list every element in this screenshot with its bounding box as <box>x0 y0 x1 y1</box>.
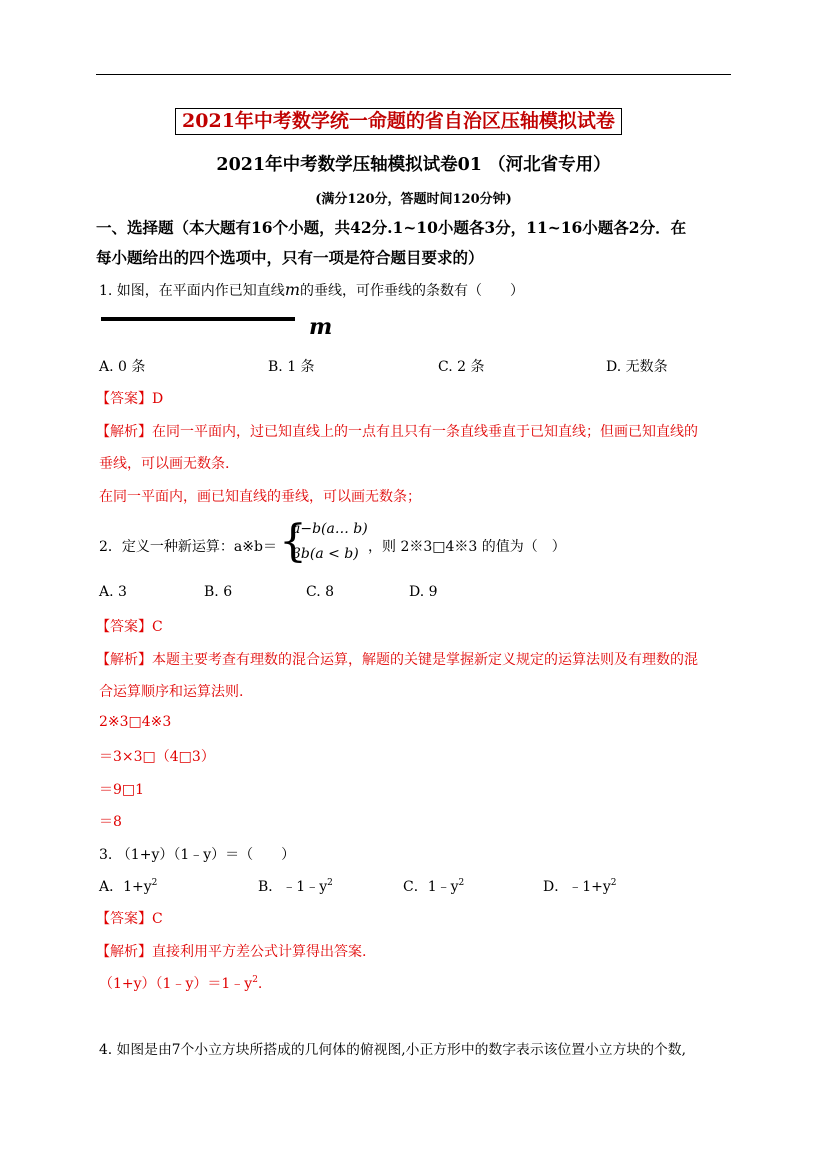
q2-answer: 【答案】C <box>96 619 163 635</box>
piecewise-brace: { <box>279 516 307 567</box>
q1-option-b: B. 1 条 <box>268 359 315 375</box>
q1-analysis-line1: 【解析】在同一平面内，过已知直线上的一点有且只有一条直线垂直于已知直线；但画已知直线的 <box>96 424 698 440</box>
q3-option-b: B．$﹣1﹣y^2$ <box>258 878 333 895</box>
q3-option-a: A．$1+y^2$ <box>99 878 158 895</box>
q3-answer: 【答案】C <box>96 911 163 927</box>
q2-step-3: ＝9□1 <box>99 782 145 798</box>
question-1-stem: 1. 如图，在平面内作已知直线m的垂线，可作垂线的条数有（ ） <box>99 280 524 299</box>
q3-analysis-line2: $(1+y)(1﹣y)=1﹣y^2$. <box>99 975 263 992</box>
q1-option-a: A. 0 条 <box>99 359 146 375</box>
q1-analysis-line2: 垂线，可以画无数条. <box>99 456 230 472</box>
exam-banner: 2021年中考数学统一命题的省自治区压轴模拟试卷 <box>175 108 622 135</box>
q2-analysis-line2: 合运算顺序和运算法则. <box>99 684 244 700</box>
question-4-stem: 4. 如图是由7个小立方块所搭成的几何体的俯视图,小正方形中的数字表示该位置小立方块的个数, <box>99 1042 686 1058</box>
q2-step-2: ＝3×3□（4□3） <box>99 749 215 765</box>
q3-analysis-line1: 【解析】直接利用平方差公式计算得出答案. <box>96 944 367 960</box>
header-rule <box>96 74 731 75</box>
q1-answer: 【答案】D <box>96 391 164 407</box>
section-heading-line1: 一、选择题（本大题有16个小题，共42分.1~10小题各3分，11~16小题各2分．在 <box>96 218 687 237</box>
q2-option-a: A. 3 <box>99 584 127 600</box>
q2-step-1: 2※3□4※3 <box>99 714 172 730</box>
q3-option-d: D．$﹣1+y^2$ <box>543 878 617 895</box>
page-subtitle: (满分120分，答题时间120分钟) <box>315 192 512 207</box>
line-m-figure <box>101 317 295 321</box>
piecewise-case-2: 3b(a < b) <box>292 546 359 562</box>
q2-analysis-line1: 【解析】本题主要考查有理数的混合运算，解题的关键是掌握新定义规定的运算法则及有理数的混 <box>96 652 698 668</box>
question-2-stem-a: 2．定义一种新运算：a※b＝ <box>99 539 277 555</box>
q2-option-d: D. 9 <box>409 584 438 600</box>
page-title: 2021年中考数学压轴模拟试卷01 （河北省专用） <box>216 155 611 175</box>
line-m-label: m <box>309 314 333 340</box>
piecewise-case-1: a−b(a… b) <box>292 521 368 537</box>
q3-option-c: C．$1﹣y^2$ <box>403 878 465 895</box>
q1-analysis-line3: 在同一平面内，画已知直线的垂线，可以画无数条； <box>99 489 421 505</box>
question-3-stem: 3. （1+y）（1﹣y）＝（ ） <box>99 847 296 863</box>
q1-option-d: D. 无数条 <box>606 359 668 375</box>
q2-option-c: C. 8 <box>306 584 335 600</box>
question-2-stem-b: ，则 2※3□4※3 的值为（ ） <box>368 539 566 555</box>
var-m: m <box>284 280 300 299</box>
section-heading-line2: 每小题给出的四个选项中，只有一项是符合题目要求的） <box>96 248 484 267</box>
q1-option-c: C. 2 条 <box>438 359 485 375</box>
q2-step-4: ＝8 <box>99 814 122 830</box>
q2-option-b: B. 6 <box>204 584 233 600</box>
